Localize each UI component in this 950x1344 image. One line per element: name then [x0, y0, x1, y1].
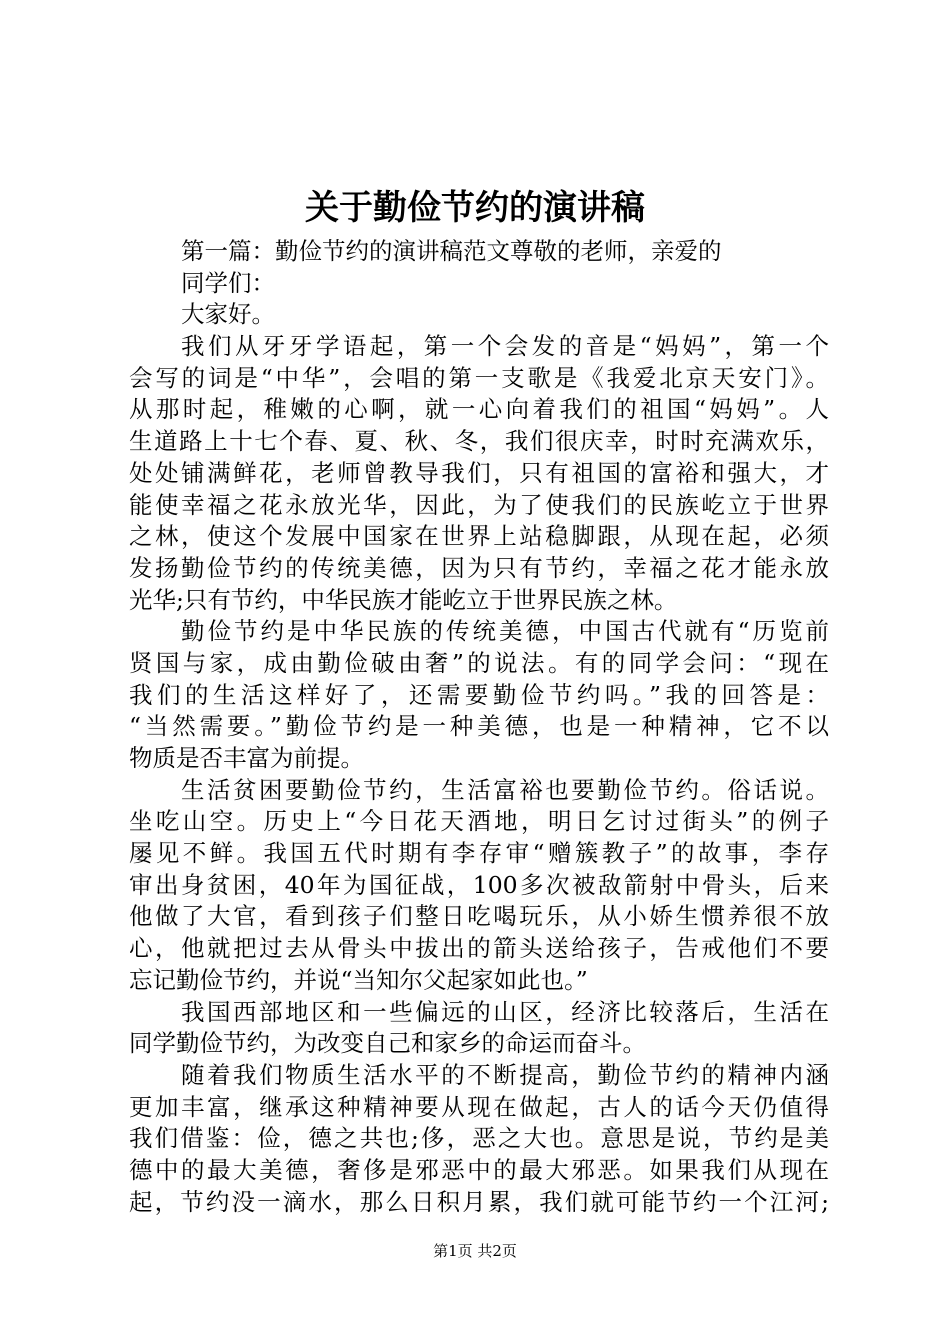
body-line: 更加丰富，继承这种精神要从现在做起，古人的话今天仍值得 — [129, 1092, 829, 1121]
body-line: 生道路上十七个春、夏、秋、冬，我们很庆幸，时时充满欢乐， — [129, 427, 829, 456]
body-line: 我们从牙牙学语起，第一个会发的音是“妈妈”，第一个 — [181, 332, 829, 361]
body-line: 屡见不鲜。我国五代时期有李存审“赠簇教子”的故事，李存 — [129, 839, 829, 868]
body-line: 忘记勤俭节约，并说“当知尔父起家如此也。” — [129, 965, 588, 994]
body-line: 从那时起，稚嫩的心啊，就一心向着我们的祖国“妈妈”。人 — [129, 395, 829, 424]
body-line: 物质是否丰富为前提。 — [129, 744, 364, 772]
body-line: 光华;只有节约，中华民族才能屹立于世界民族之林。 — [129, 585, 678, 614]
body-line: 我们借鉴：俭，德之共也;侈，恶之大也。意思是说，节约是美 — [129, 1124, 829, 1153]
body-line: 他做了大官，看到孩子们整日吃喝玩乐，从小娇生惯养很不放 — [129, 902, 829, 931]
body-line: 能使幸福之花永放光华，因此，为了使我们的民族屹立于世界 — [129, 490, 829, 519]
document-body — [129, 236, 829, 1218]
body-line: 随着我们物质生活水平的不断提高，勤俭节约的精神内涵 — [181, 1060, 829, 1089]
body-line: 发扬勤俭节约的传统美德，因为只有节约，幸福之花才能永放 — [129, 553, 829, 582]
document-title: 关于勤俭节约的演讲稿 — [305, 188, 645, 228]
body-line: 贤国与家，成由勤俭破由奢”的说法。有的同学会问：“现在 — [129, 648, 829, 677]
body-line: 之林，使这个发展中国家在世界上站稳脚跟，从现在起，必须 — [129, 522, 829, 551]
body-line: 处处铺满鲜花，老师曾教导我们，只有祖国的富裕和强大，才 — [129, 458, 829, 487]
body-line: 会写的词是“中华”，会唱的第一支歌是《我爱北京天安门》。 — [129, 363, 829, 392]
body-line: “当然需要。”勤俭节约是一种美德，也是一种精神，它不以 — [129, 712, 829, 741]
body-line: 同学们： — [181, 268, 275, 297]
body-line: 心，他就把过去从骨头中拔出的箭头送给孩子，告戒他们不要 — [129, 934, 829, 963]
page-footer: 第1页 共2页 — [433, 1242, 517, 1260]
body-line: 生活贫困要勤俭节约，生活富裕也要勤俭节约。俗话说。 — [181, 775, 829, 804]
body-line: 审出身贫困，40年为国征战，100多次被敌箭射中骨头，后来 — [129, 870, 829, 899]
body-line: 第一篇：勤俭节约的演讲稿范文尊敬的老师，亲爱的 — [181, 237, 722, 265]
body-line: 坐吃山空。历史上“今日花天酒地，明日乞讨过街头”的例子 — [129, 807, 829, 836]
body-line: 德中的最大美德，奢侈是邪恶中的最大邪恶。如果我们从现在 — [129, 1155, 829, 1184]
body-line: 大家好。 — [181, 300, 275, 329]
body-line: 起，节约没一滴水，那么日积月累，我们就可能节约一个江河; — [129, 1187, 829, 1216]
body-line: 勤俭节约是中华民族的传统美德，中国古代就有“历览前 — [181, 617, 829, 646]
body-line: 我国西部地区和一些偏远的山区，经济比较落后，生活在 — [181, 997, 829, 1026]
body-line: 同学勤俭节约，为改变自己和家乡的命运而奋斗。 — [129, 1029, 646, 1058]
body-line: 我们的生活这样好了，还需要勤俭节约吗。”我的回答是： — [129, 680, 829, 709]
